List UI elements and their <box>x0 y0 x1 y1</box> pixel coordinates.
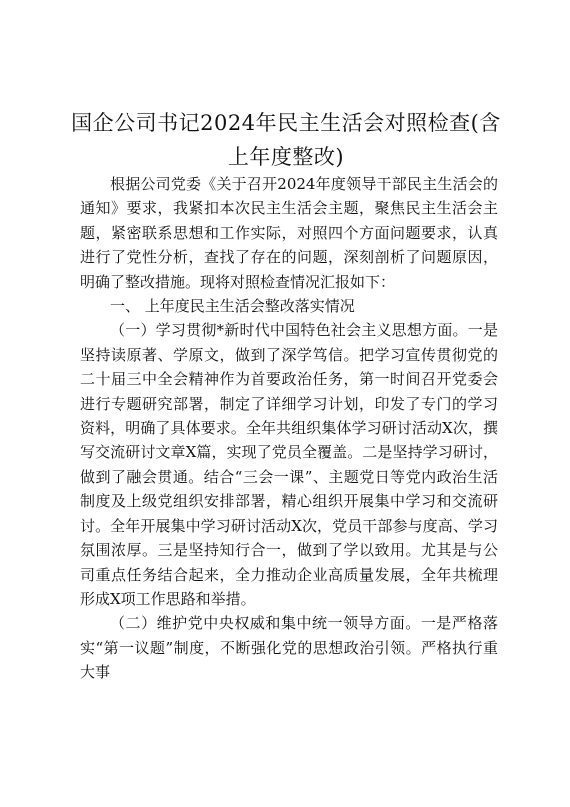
intro-paragraph: 根据公司党委《关于召开2024年度领导干部民主生活会的通知》要求，我紧扣本次民主生活会主题，聚焦民主生活会主题，紧密联系思想和工作实际，对照四个方面问题要求，认真进行了党性分析，查找了存在的问题，深刻剖析了问题原因，明确了整改措施。现将对照检查情况汇报如下： <box>80 175 498 291</box>
section-heading: 一、 上年度民主生活会整改落实情况 <box>110 297 355 316</box>
body-paragraph: （一）学习贯彻*新时代中国特色社会主义思想方面。一是坚持读原著、学原文，做到了深学笃信。把学习宣传贯彻党的二十届三中全会精神作为首要政治任务，第一时间召开党委会进行专题研究部署，制定了详细学习计划，印发了专门的学习资料，明确了具体要求。全年共组织集体学习研讨活动X次，撰写交流研讨文章X篇，实现了党员全覆盖。二是坚持学习研讨，做到了融会贯通。结合“三会一课”、主题党日等党内政治生活制度及上级党组织安排部署，精心组织开展集中学习和交流研讨。全年开展集中学习研讨活动X次，党员干部参与度高、学习氛围浓厚。三是坚持知行合一，做到了学以致用。尤其是与公司重点任务结合起来，全力推动企业高质量发展，全年共梳理形成X项工作思路和举措。 <box>80 321 498 608</box>
document-body <box>80 172 498 685</box>
document-title: 国企公司书记2024年民主生活会对照检查(含上年度整改) <box>71 111 501 169</box>
body-paragraph: （二）维护党中央权威和集中统一领导方面。一是严格落实“第一议题”制度，不断强化党的思想政治引领。严格执行重大事 <box>80 614 498 682</box>
